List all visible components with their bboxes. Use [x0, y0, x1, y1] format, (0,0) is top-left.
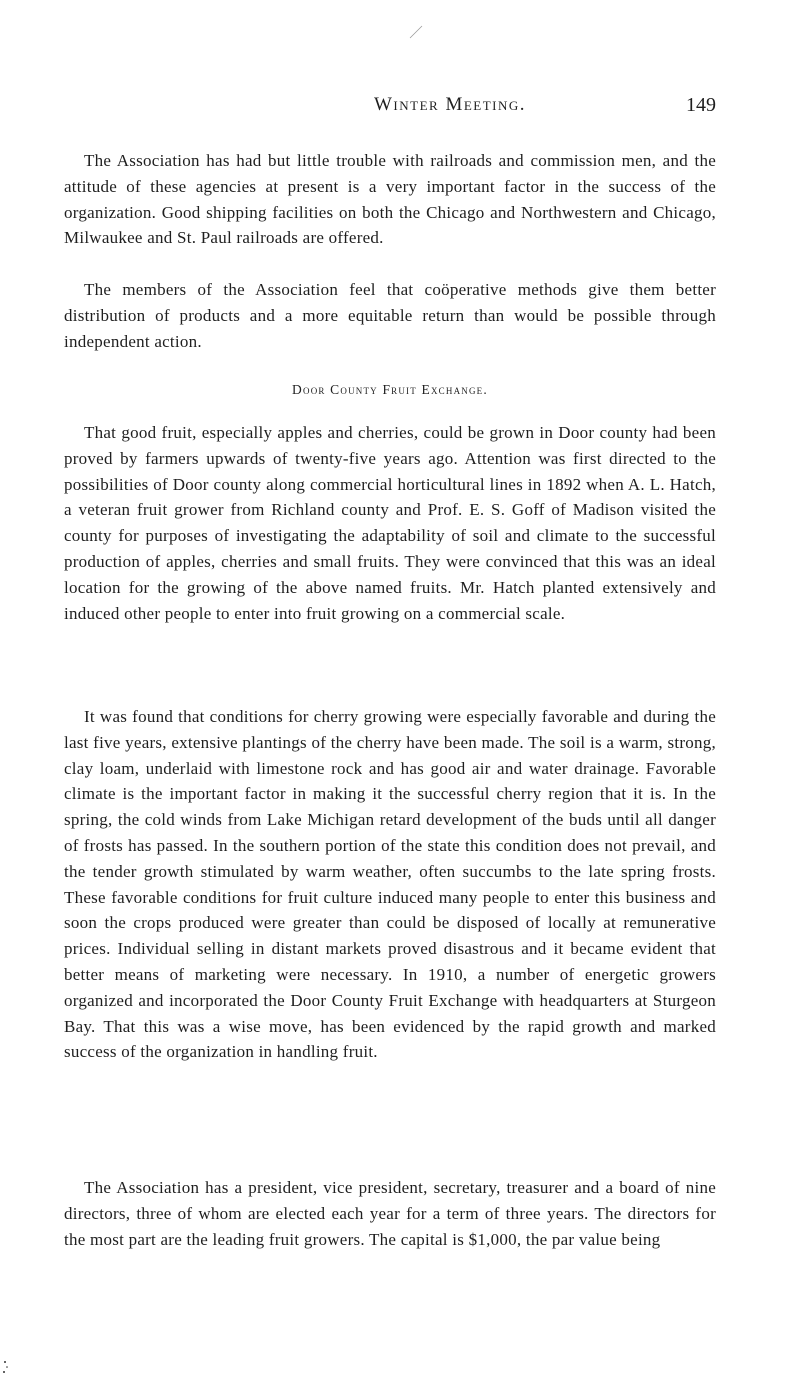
paragraph-cooperative-methods: The members of the Association feel that coöperative methods give them better distribution of products and a more equitable return than would be possible through independent action. — [64, 280, 716, 351]
paragraph-door-county-history: That good fruit, especially apples and cherries, could be grown in Door county had been proved by farmers upwards of twenty-five years ago. Attention was first directed to the possibilities of Door county along commercial horticultural lines in 1892 when A. L. Hatch, a veteran fruit grower from Richland county and Prof. E. S. Goff of Madison visited the county for purposes of investigating the adaptability of soil and climate to the successful production of apples, cherries and small fruits. They were convinced that this was an ideal location for the growing of the above named fruits. Mr. Hatch planted extensively and induced other people to enter into fruit growing on a commercial scale. — [64, 423, 716, 623]
running-header — [64, 94, 716, 124]
page-number: 149 — [686, 94, 716, 116]
paragraph-association-officers: The Association has a president, vice president, secretary, treasurer and a board of nine directors, three of whom are elected each year for a term of three years. The directors for the most part are the leading fruit growers. The capital is $1,000, the par value being — [64, 1178, 716, 1249]
running-title: Winter Meeting. — [373, 94, 527, 115]
pen-mark — [408, 24, 424, 40]
paragraph-railroads: The Association has had but little trouble with railroads and commission men, and the attitude of these agencies at present is a very important factor in the success of the organization. Good shipping facilities on both the Chicago and Northwestern and Chicago, Milwaukee and St. Paul railroads are offered. — [64, 151, 716, 248]
section-heading: Door County Fruit Exchange. — [292, 382, 488, 397]
page-specks — [2, 1358, 12, 1378]
paragraph-cherry-growing: It was found that conditions for cherry growing were especially favorable and during the last five years, extensive plantings of the cherry have been made. The soil is a warm, strong, clay loam, underlaid with limestone rock and has good air and water drainage. Favorable climate is the important factor in making it the successful cherry region that it is. In the spring, the cold winds from Lake Michigan retard development of the buds until all danger of frosts has passed. In the southern portion of the state this condition does not prevail, and the tender growth stimulated by warm weather, often succumbs to the late spring frosts. These favorable conditions for fruit culture induced many people to enter this business and soon the crops produced were greater than could be disposed of locally at remunerative prices. Individual selling in distant markets proved disastrous and it became evident that better means of marketing were necessary. In 1910, a number of energetic growers organized and incorporated the Door County Fruit Exchange with headquarters at Sturgeon Bay. That this was a wise move, has been evidenced by the rapid growth and marked success of the organization in handling fruit. — [64, 707, 716, 1062]
